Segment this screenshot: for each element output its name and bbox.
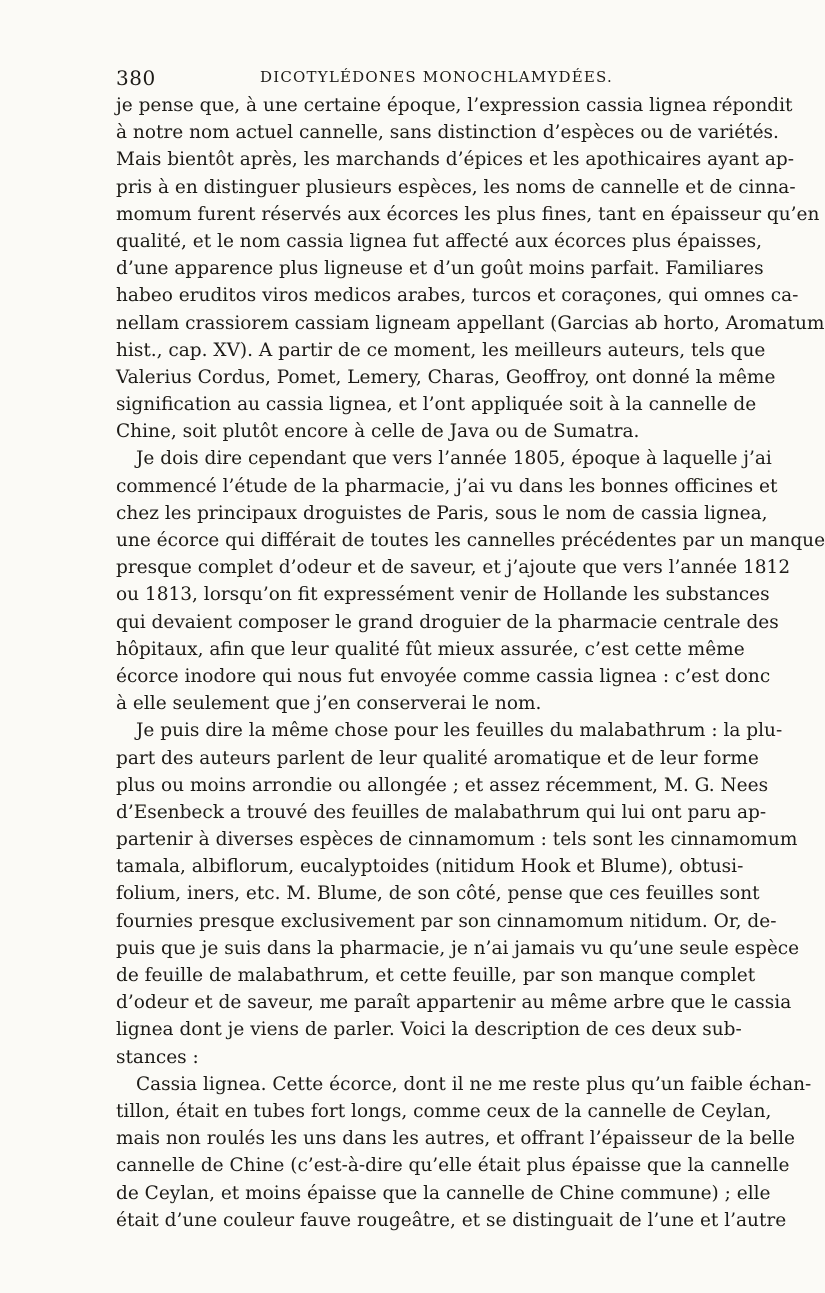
text-line: qui devaient composer le grand droguier de la pharmacie centrale des: [116, 611, 779, 633]
text-line: tillon, était en tubes fort longs, comme ceux de la cannelle de Ceylan,: [116, 1100, 772, 1122]
text-line: pris à en distinguer plusieurs espèces, les noms de cannelle et de cinna-: [116, 176, 796, 198]
text-line: habeo eruditos viros medicos arabes, turcos et coraçones, qui omnes ca-: [116, 285, 799, 307]
text-line: plus ou moins arrondie ou allongée ; et assez récemment, M. G. Nees: [116, 774, 769, 796]
text-line: fournies presque exclusivement par son cinnamomum nitidum. Or, de-: [116, 910, 777, 932]
text-line: Valerius Cordus, Pomet, Lemery, Charas, Geoffroy, ont donné la même: [116, 366, 776, 388]
text-line: hôpitaux, afin que leur qualité fût mieux assurée, c’est cette même: [116, 638, 745, 660]
text-line: Je puis dire la même chose pour les feuilles du malabathrum : la plu-: [136, 720, 783, 742]
text-line: hist., cap. XV). A partir de ce moment, les meilleurs auteurs, tels que: [116, 339, 766, 361]
text-line: à elle seulement que j’en conserverai le nom.: [116, 693, 542, 715]
text-line: qualité, et le nom cassia lignea fut affecté aux écorces plus épaisses,: [116, 230, 763, 252]
text-line: était d’une couleur fauve rougeâtre, et se distinguait de l’une et l’autre: [116, 1209, 787, 1231]
body-text: [116, 92, 825, 1234]
text-line: je pense que, à une certaine époque, l’expression cassia lignea répondit: [116, 95, 793, 116]
text-line: part des auteurs parlent de leur qualité aromatique et de leur forme: [116, 747, 759, 769]
text-line: chez les principaux droguistes de Paris, sous le nom de cassia lignea,: [116, 502, 768, 524]
text-line: signification au cassia lignea, et l’ont appliquée soit à la cannelle de: [116, 394, 757, 416]
text-line: stances :: [116, 1046, 199, 1068]
text-line: écorce inodore qui nous fut envoyée comme cassia lignea : c’est donc: [116, 665, 771, 687]
text-line: Mais bientôt après, les marchands d’épices et les apothicaires ayant ap-: [116, 149, 795, 171]
text-line: commencé l’étude de la pharmacie, j’ai vu dans les bonnes officines et: [116, 475, 778, 497]
text-line: folium, iners, etc. M. Blume, de son côté, pense que ces feuilles sont: [116, 883, 760, 905]
running-title: DICOTYLÉDONES MONOCHLAMYDÉES.: [260, 68, 613, 86]
text-line: ou 1813, lorsqu’on fit expressément venir de Hollande les substances: [116, 584, 770, 606]
text-line: Je dois dire cependant que vers l’année 1805, époque à laquelle j’ai: [136, 448, 772, 470]
text-line: de feuille de malabathrum, et cette feuille, par son manque complet: [116, 965, 756, 986]
text-line: d’Esenbeck a trouvé des feuilles de malabathrum qui lui ont paru ap-: [116, 801, 767, 823]
text-line: de Ceylan, et moins épaisse que la cannelle de Chine commune) ; elle: [116, 1182, 771, 1204]
text-line: une écorce qui différait de toutes les cannelles précédentes par un manque: [116, 530, 825, 551]
text-line: nellam crassiorem cassiam ligneam appellant (Garcias ab horto, Aromatum: [116, 312, 825, 334]
text-line: presque complet d’odeur et de saveur, et j’ajoute que vers l’année 1812: [116, 557, 791, 579]
text-line: d’odeur et de saveur, me paraît appartenir au même arbre que le cassia: [116, 992, 792, 1014]
text-line: Chine, soit plutôt encore à celle de Java ou de Sumatra.: [116, 421, 640, 443]
text-line: lignea dont je viens de parler. Voici la description de ces deux sub-: [116, 1019, 742, 1041]
text-line: Cassia lignea. Cette écorce, dont il ne me reste plus qu’un faible échan-: [136, 1073, 812, 1095]
text-line: partenir à diverses espèces de cinnamomum : tels sont les cinnamomum: [116, 829, 798, 851]
text-line: tamala, albiflorum, eucalyptoides (nitidum Hook et Blume), obtusi-: [116, 856, 744, 878]
page-number: 380: [116, 66, 156, 90]
text-line: mais non roulés les uns dans les autres, et offrant l’épaisseur de la belle: [116, 1128, 795, 1150]
text-line: à notre nom actuel cannelle, sans distinction d’espèces ou de variétés.: [116, 122, 779, 144]
text-line: cannelle de Chine (c’est-à-dire qu’elle était plus épaisse que la cannelle: [116, 1155, 790, 1177]
text-line: d’une apparence plus ligneuse et d’un goût moins parfait. Familiares: [116, 258, 764, 280]
running-head: [116, 66, 712, 92]
text-line: puis que je suis dans la pharmacie, je n’ai jamais vu qu’une seule espèce: [116, 937, 800, 959]
text-line: momum furent réservés aux écorces les plus fines, tant en épaisseur qu’en: [116, 203, 820, 225]
